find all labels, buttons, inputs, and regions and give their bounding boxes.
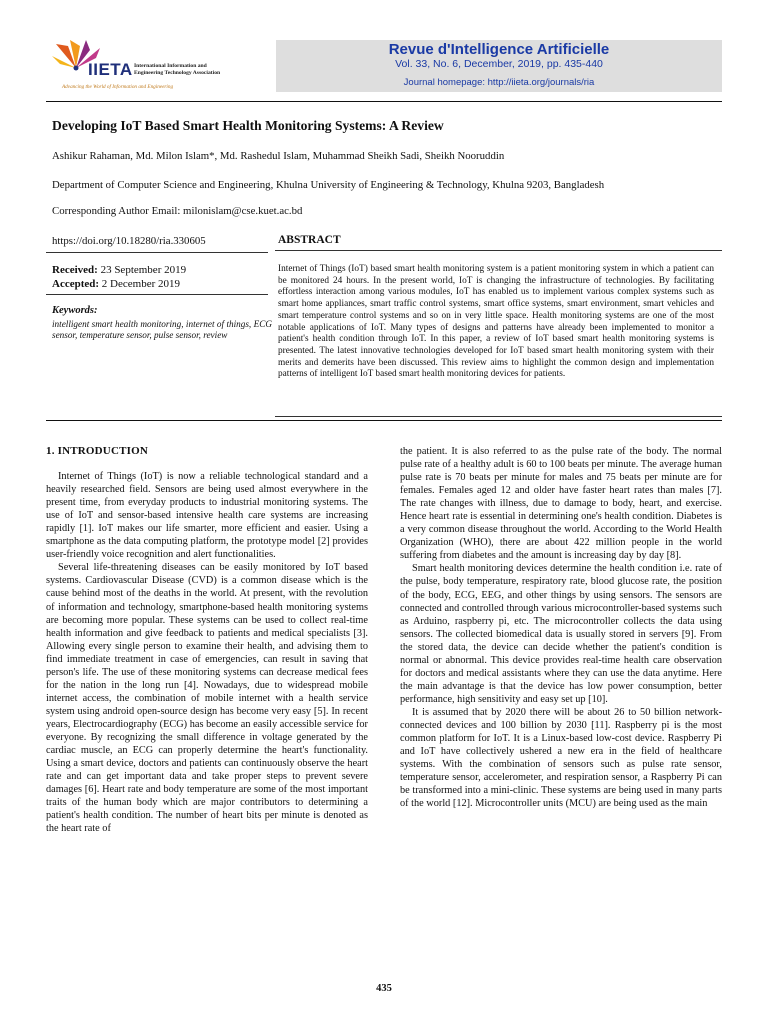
section-heading-introduction: 1. INTRODUCTION	[46, 445, 149, 457]
abstract-bottom-rule	[275, 416, 722, 417]
publisher-logo	[46, 38, 276, 96]
affiliation: Department of Computer Science and Engineering, Khulna University of Engineering & Technology, Khulna 9203, Bangladesh	[52, 179, 605, 191]
received-label: Received:	[52, 264, 98, 276]
header-rule	[46, 101, 722, 102]
paragraph: It is assumed that by 2020 there will be about 26 to 50 billion network-connected devices and 100 billion by 2030 [11]. Raspberry pi is the most common platform for IoT. It is a Linux-based low-cost device. Raspberry Pi and IoT have collectively ushered a new era in the field of healthcare systems. With the combination of sensors such as pulse rate sensor, temperature sensor, accelerometer, and respiration sensor, a Raspberry Pi can be transformed into a mini-clinic. These systems are being used in many parts of the world [12]. Microcontroller units (MCU) are being used as the main	[400, 706, 722, 810]
accepted-date: 2 December 2019	[101, 278, 180, 290]
paragraph: Several life-threatening diseases can be easily monitored by IoT based systems. Cardiovascular Disease (CVD) is a common disease which is the cause behind most of the deaths in the world. At present, with the revolution of information and technology, smartphone-based health monitoring systems are becoming more popular. These systems can be used to collect real-time health information and give feedback to patients and medical specialists [3]. Allowing every single person to examine their health, and advising them to find immediate treatment in case of emergencies, can result in saving that person's life. The use of these monitoring systems can decrease medical fees for the nation in the long run [4]. Nowadays, due to widespread mobile internet access, the combination of mobile internet with a health service system using android open-source design has become very easy [5]. In recent years, Electrocardiography (ECG) has become an easily accessible service for everyone. By recognizing the small difference in voltage generated by the cardiac muscle, an ECG can properly determine the heart's functionality. Using a smart device, doctors and patients can continuously observe the heart rate and can get important data and take proper steps to prevent severe damages [6]. Heart rate and body temperature are some of the most important traits of the human body which are major contributors to determining a patient's health condition. The number of heart bits per minute is denoted as the heart rate of	[46, 562, 368, 835]
body-left-column	[46, 445, 368, 835]
doi-divider	[46, 252, 268, 253]
accepted-line	[52, 277, 186, 291]
journal-homepage[interactable]: Journal homepage: http://iieta.org/journals/ria	[403, 77, 595, 88]
keywords-text: intelligent smart health monitoring, internet of things, ECG sensor, temperature sensor, pulse sensor, review	[52, 318, 272, 341]
abstract-text: Internet of Things (IoT) based smart health monitoring system is a patient monitoring system in which a patient can be monitored 24 hours. In the present world, IoT is changing the infrastructure of technologies. By facilitating effortless interaction among various modules, IoT has enabled us to implement various complex systems such as smart home appliances, smart traffic control systems, smart office systems, smart environment, smart vehicles and smart temperature control systems and so on in very little space. Health monitoring systems are one of the most notable applications of IoT. Many types of designs and patterns have already been implemented to monitor a patient's health condition through IoT. In this paper, a review of IoT based smart health monitoring systems is presented. The latest innovative technologies developed for IoT based smart health monitoring system with their merits and demerits have been discussed. This review aims to highlight the common design and implementation patterns of intelligent IoT based smart health monitoring devices for patients.	[278, 264, 714, 380]
received-date: 23 September 2019	[100, 264, 187, 276]
keywords-label: Keywords:	[52, 305, 98, 316]
paragraph: Smart health monitoring devices determine the health condition i.e. rate of the pulse, body temperature, respiratory rate, blood glucose rate, the position of the body, ECG, EEG, and other things by using sensors. The sensors are connected and controlled through various microcontroller-based systems such as Arduino, raspberry pi, etc. The microcontroller collects the data using sensors. The collected biomedical data is usually stored in servers [9]. From the stored data, the device can decide whether the patient's condition is normal or abnormal. This device provides real-time health care observation for doctors and medical assistants where they can use the data anytime. Here the main advantage is that the device has low power consumption, better performance, high sensitivity and easy set up [10].	[400, 563, 722, 705]
abstract-heading: ABSTRACT	[278, 234, 341, 246]
corresponding-email[interactable]: Corresponding Author Email: milonislam@cse.kuet.ac.bd	[52, 205, 303, 217]
doi-link[interactable]: https://doi.org/10.18280/ria.330605	[52, 235, 206, 247]
logo-organization	[134, 63, 284, 76]
journal-header-box	[276, 40, 722, 92]
paragraph: Internet of Things (IoT) is now a reliable technological standard and a heavily researched field. Sensors are being used almost everywhere in the present time, from everyday products to industrial monitoring systems. The use of IoT and sensor-based intensive health care systems are increasing rapidly [1]. IoT makes our life smarter, more efficient and easier. Using a smartphone as the data computing platform, the prototype model [2] provides user-friendly voice recognition and alert functionalities.	[46, 471, 368, 561]
journal-name: Revue d'Intelligence Artificielle	[388, 41, 610, 58]
author-list: Ashikur Rahaman, Md. Milon Islam*, Md. Rashedul Islam, Muhammad Sheikh Sadi, Sheikh Nooruddin	[52, 150, 505, 162]
abstract-divider	[275, 250, 722, 251]
keywords-block	[52, 305, 272, 342]
logo-wordmark: IIETA	[88, 60, 133, 79]
article-dates	[52, 263, 186, 291]
logo-org-line1: International Information and	[134, 63, 207, 69]
page-number: 435	[376, 983, 392, 994]
accepted-label: Accepted:	[52, 278, 100, 290]
body-right-column	[400, 445, 722, 810]
front-matter-rule	[46, 420, 722, 421]
logo-tagline: Advancing the World of Information and Engineering	[62, 84, 174, 90]
paragraph: the patient. It is also referred to as the pulse rate of the body. The normal pulse rate of a healthy adult is 60 to 100 beats per minute. The average human pulse rate is 70 beats per minute for males and 75 beats per minute are for females. Females aged 12 and older have faster heart rates than males [7]. The rate changes with illness, due to damage to body, heart, and exercise. Hence heart rate is essential in determining one's health condition. Diabetes is a very common disease throughout the world. According to the World Health Organization (WHO), there are about 422 million people in the world suffering from diabetes and the amount is increasing day by day [8].	[400, 446, 722, 562]
dates-divider	[46, 294, 268, 295]
journal-volume: Vol. 33, No. 6, December, 2019, pp. 435-440	[395, 58, 603, 70]
received-line	[52, 263, 186, 277]
article-title: Developing IoT Based Smart Health Monitoring Systems: A Review	[52, 118, 444, 133]
logo-org-line2: Engineering Technology Association	[134, 69, 221, 76]
